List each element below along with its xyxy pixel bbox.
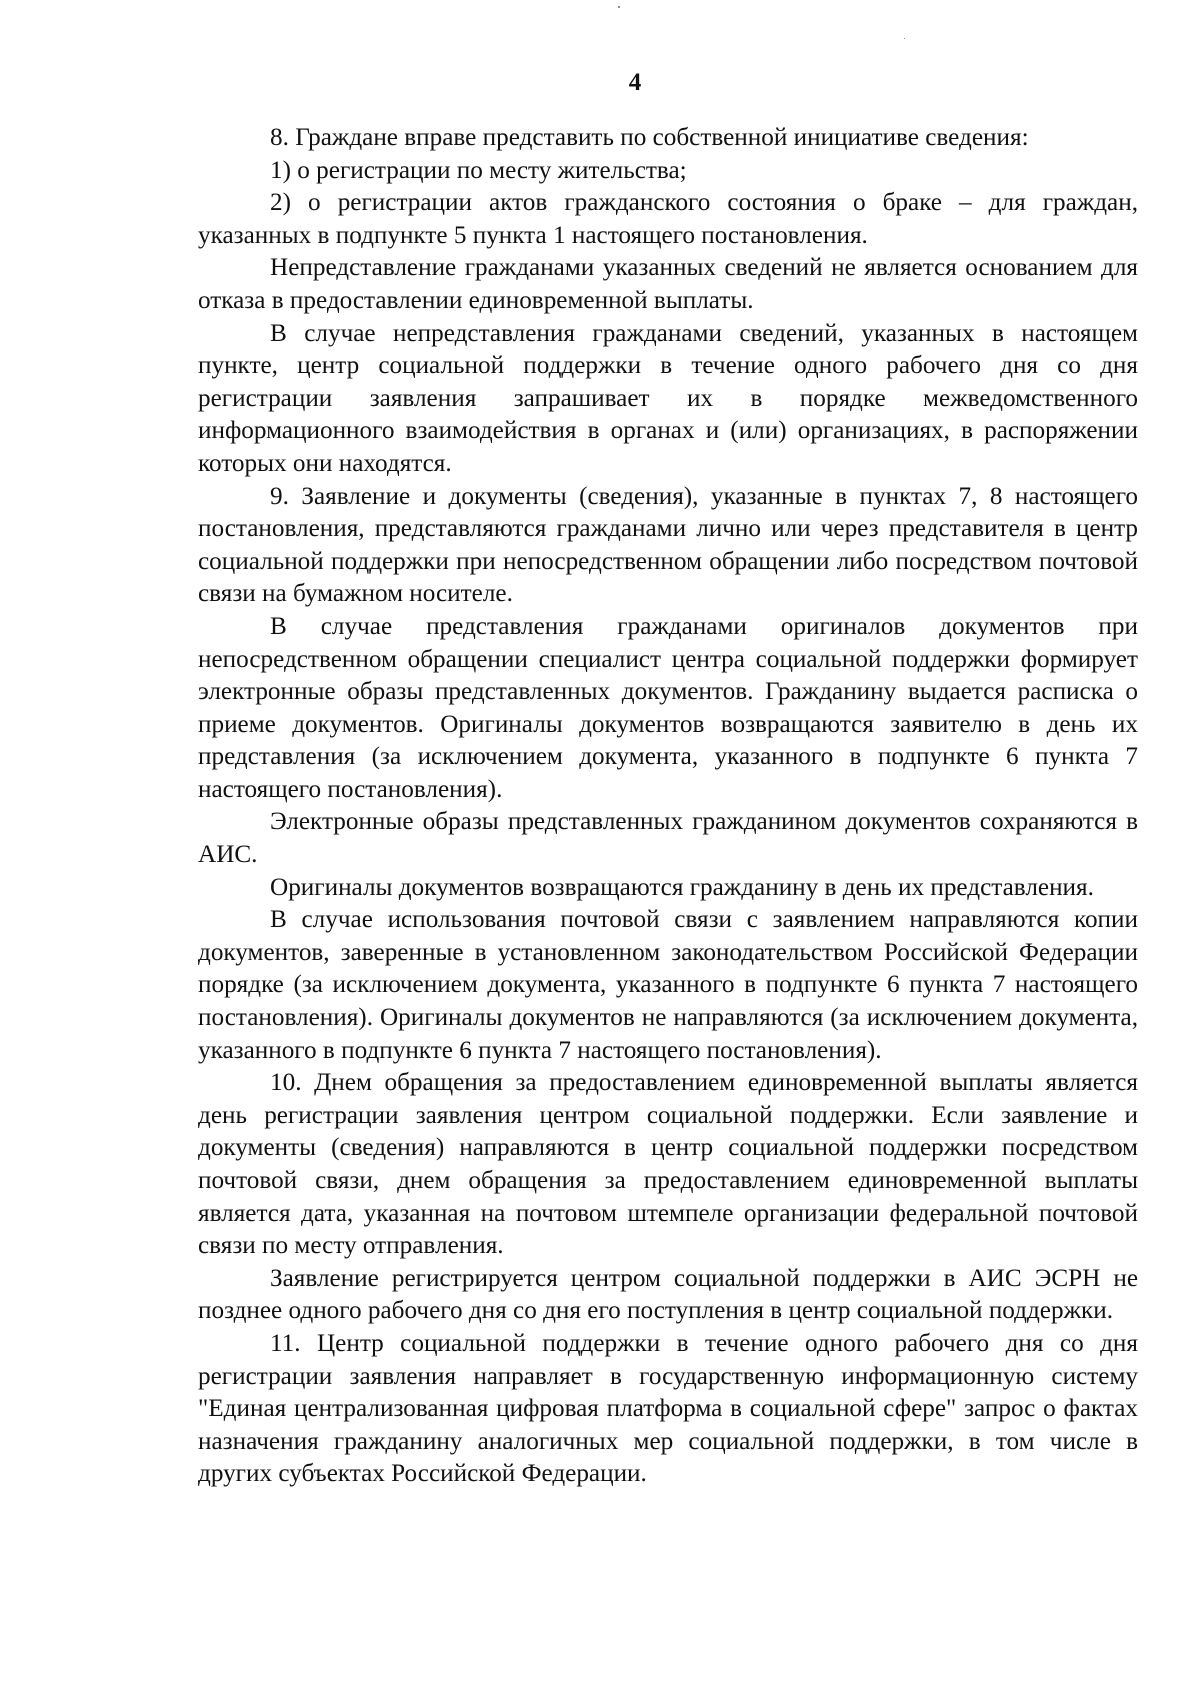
- paragraph: 2) о регистрации актов гражданского состояния о браке – для граждан, указанных в подпункте 5 пункта 1 настоящего постановления.: [198, 189, 1138, 249]
- paragraph: Оригиналы документов возвращаются гражданину в день их представления.: [270, 873, 1094, 901]
- paragraph: 10. Днем обращения за предоставлением единовременной выплаты является день регистрации заявления центром социальной поддержки. Если заявление и документы (сведения) направляются в центр социальной поддержки посредством почтовой связи, днем обращения за предоставлением единовременной выплаты является дата, указанная на почтовом штемпеле организации федеральной почтовой связи по месту отправления.: [198, 1069, 1138, 1260]
- paragraph: Заявление регистрируется центром социальной поддержки в АИС ЭСРН не позднее одного рабочего дня со дня его поступления в центр социальной поддержки.: [198, 1264, 1138, 1325]
- paragraph: В случае использования почтовой связи с заявлением направляются копии документов, заверенные в установленном законодательством Российской Федерации порядке (за исключением документа, указанного в подпункте 6 пункта 7 настоящего постановления). Оригиналы документов не направляются (за исключением документа, указанного в подпункте 6 пункта 7 настоящего постановления).: [198, 906, 1138, 1064]
- paragraph: 11. Центр социальной поддержки в течение одного рабочего дня со дня регистрации заявления направляет в государственную информационную систему "Единая централизованная цифровая платформа в социальной сфере" запрос о фактах назначения гражданину аналогичных мер социальной поддержки, в том числе в других субъектах Российской Федерации.: [198, 1329, 1138, 1488]
- scan-speck: [904, 38, 905, 39]
- paragraph: 1) о регистрации по месту жительства;: [270, 156, 687, 184]
- document-body: [198, 122, 1138, 1491]
- scan-speck: [618, 6, 620, 8]
- paragraph: Электронные образы представленных гражданином документов сохраняются в АИС.: [198, 808, 1138, 869]
- paragraph: Непредставление гражданами указанных сведений не является основанием для отказа в предоставлении единовременной выплаты.: [198, 254, 1138, 314]
- paragraph: В случае представления гражданами оригиналов документов при непосредственном обращении специалист центра социальной поддержки формирует электронные образы представленных документов. Гражданину выдается расписка о приеме документов. Оригиналы документов возвращаются заявителю в день их представления (за исключением документа, указанного в подпункте 6 пункта 7 настоящего постановления).: [198, 612, 1138, 803]
- page-number: 4: [628, 69, 642, 96]
- paragraph: 9. Заявление и документы (сведения), указанные в пунктах 7, 8 настоящего постановления, представляются гражданами лично или через представителя в центр социальной поддержки при непосредственном обращении либо посредством почтовой связи на бумажном носителе.: [198, 482, 1138, 608]
- paragraph: 8. Граждане вправе представить по собственной инициативе сведения:: [270, 124, 1029, 151]
- paragraph: В случае непредставления гражданами сведений, указанных в настоящем пункте, центр социальной поддержки в течение одного рабочего дня со дня регистрации заявления запрашивает их в порядке межведомственного информационного взаимодействия в органах и (или) организациях, в распоряжении которых они находятся.: [198, 319, 1138, 477]
